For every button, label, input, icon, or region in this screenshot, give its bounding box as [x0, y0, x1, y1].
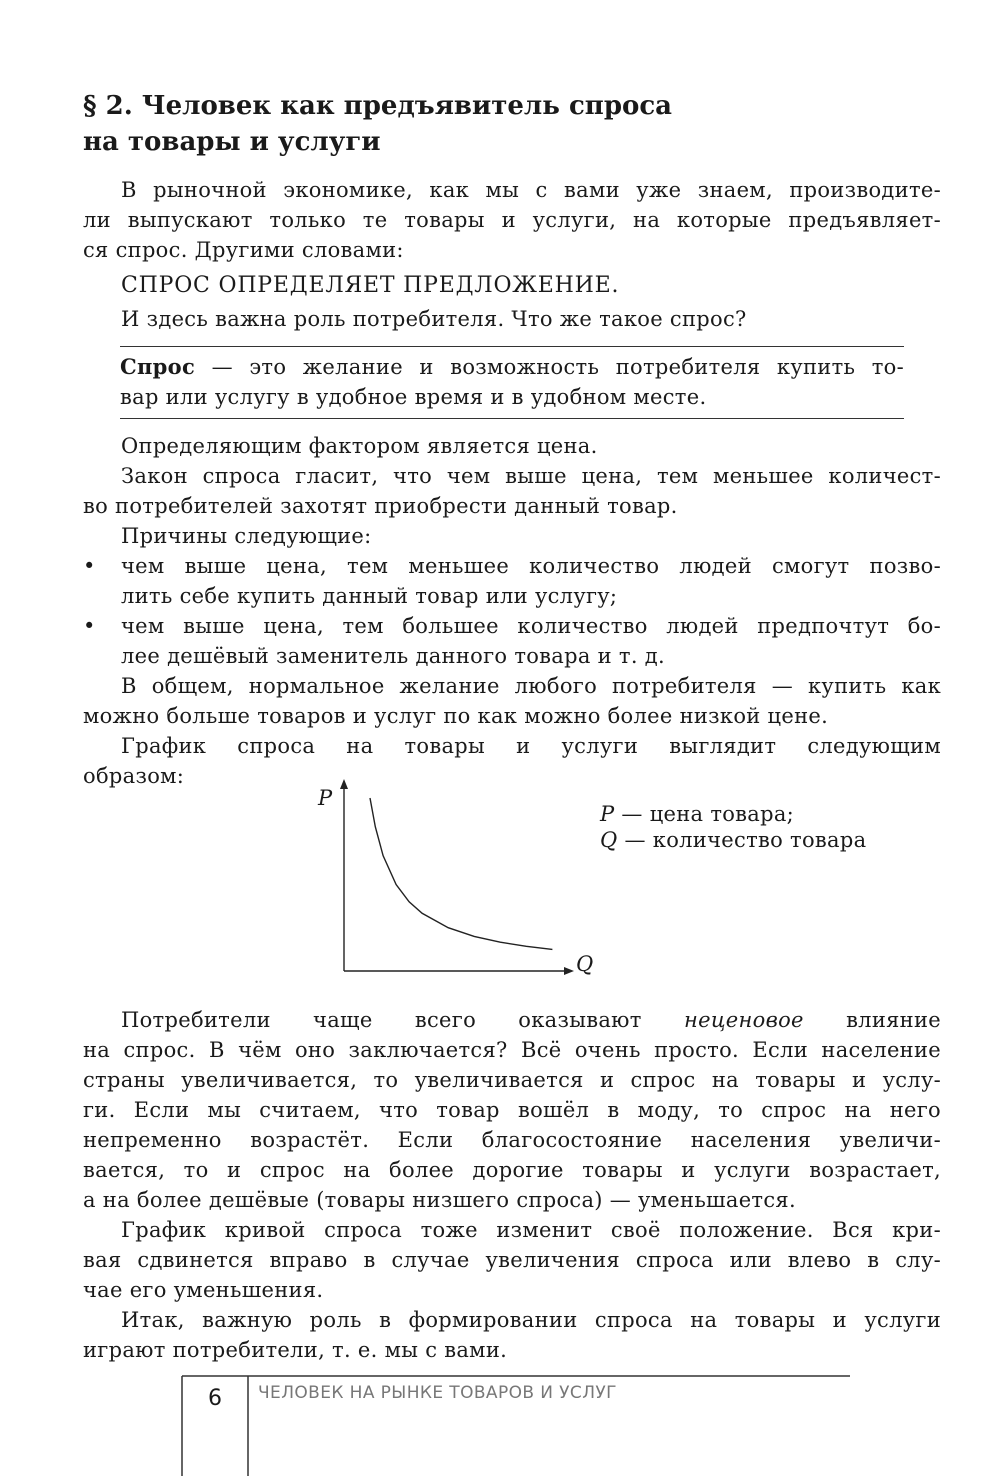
nonprice-line-1 — [83, 1005, 941, 1035]
question-line: И здесь важна роль потребителя. Что же такое спрос? — [121, 307, 747, 331]
bullet-2-line-1: чем выше цена, тем большее количество людей предпочтут бо- — [121, 614, 941, 638]
factor-line: Определяющим фактором является цена. — [121, 434, 598, 458]
intro-paragraph — [83, 175, 941, 265]
heading-line-1: § 2. Человек как предъявитель спроса — [83, 91, 673, 121]
legend-entry-q — [600, 827, 866, 853]
running-section-title: ЧЕЛОВЕК НА РЫНКЕ ТОВАРОВ И УСЛУГ — [258, 1383, 617, 1403]
bullet-1-line-1: чем выше цена, тем меньшее количество людей смогут позво- — [121, 554, 941, 578]
definition-bottom-rule — [120, 418, 904, 419]
graph-intro-line-1: График спроса на товары и услуги выглядит следующим — [121, 734, 941, 758]
legend-symbol-q: Q — [600, 828, 618, 852]
shift-line-3: чае его уменьшения. — [83, 1278, 324, 1302]
definition-box — [120, 352, 904, 412]
intro-line-2: ли выпускают только те товары и услуги, на которые предъявляет- — [83, 208, 941, 232]
section-heading — [83, 88, 943, 160]
nonprice-line-3: страны увеличивается, то увеличивается и спрос на товары и услу- — [83, 1068, 941, 1092]
nonprice-line-1-end: влияние — [846, 1008, 941, 1032]
x-axis-label: Q — [576, 952, 594, 976]
body-section-2 — [83, 1005, 941, 1365]
nonprice-line-6: вается, то и спрос на более дорогие товары и услуги возрастает, — [83, 1158, 941, 1182]
definition-top-rule — [120, 346, 904, 347]
y-axis-label: P — [318, 786, 333, 810]
reasons-line: Причины следующие: — [121, 524, 372, 548]
bullet-item — [83, 611, 941, 671]
question-block — [121, 304, 941, 334]
caps-statement-block — [121, 271, 941, 301]
nonprice-italic-term: неценовое — [683, 1008, 804, 1032]
demand-chart — [310, 775, 610, 985]
bullet-dot-icon: • — [83, 554, 96, 578]
law-line-1: Закон спроса гласит, что чем выше цена, тем меньшее количест- — [121, 464, 941, 488]
law-line-2: во потребителей захотят приобрести данный товар. — [83, 494, 678, 518]
nonprice-line-4: ги. Если мы считаем, что товар вошёл в моду, то спрос на него — [83, 1098, 941, 1122]
legend-symbol-p: P — [600, 802, 615, 826]
bullet-2-line-2: лее дешёвый заменитель данного товара и т. д. — [121, 644, 666, 668]
intro-line-3: ся спрос. Другими словами: — [83, 238, 404, 262]
definition-line-1-rest: — это желание и возможность потребителя купить то- — [195, 355, 904, 379]
nonprice-line-1-start: Потребители чаще всего оказывают — [121, 1008, 642, 1032]
nonprice-line-2: на спрос. В чём оно заключается? Всё очень просто. Если население — [83, 1038, 941, 1062]
nonprice-line-7: а на более дешёвые (товары низшего спроса) — уменьшается. — [83, 1188, 796, 1212]
caps-statement: СПРОС ОПРЕДЕЛЯЕТ ПРЕДЛОЖЕНИЕ. — [121, 273, 620, 298]
legend-text-q: — количество товара — [624, 828, 867, 852]
page-number: 6 — [208, 1386, 222, 1411]
legend-text-p: — цена товара; — [621, 802, 795, 826]
definition-line-1 — [120, 352, 904, 382]
bullet-item — [83, 551, 941, 611]
general-line-1: В общем, нормальное желание любого потребителя — купить как — [121, 674, 941, 698]
x-axis-arrow-icon — [564, 967, 574, 975]
definition-line-2: вар или услугу в удобное время и в удобном месте. — [120, 385, 707, 409]
demand-curve — [370, 798, 552, 949]
heading-line-2: на товары и услуги — [83, 127, 381, 157]
body-section-1 — [83, 431, 941, 791]
legend-entry-p — [600, 801, 866, 827]
chart-legend — [600, 801, 866, 853]
general-line-2: можно больше товаров и услуг по как можно более низкой цене. — [83, 704, 829, 728]
graph-intro-line-2: образом: — [83, 764, 185, 788]
shift-line-1: График кривой спроса тоже изменит своё положение. Вся кри- — [121, 1218, 941, 1242]
nonprice-line-5: непременно возрастёт. Если благосостояние населения увеличи- — [83, 1128, 941, 1152]
conclusion-line-1: Итак, важную роль в формировании спроса на товары и услуги — [121, 1308, 941, 1332]
shift-line-2: вая сдвинется вправо в случае увеличения спроса или влево в слу- — [83, 1248, 941, 1272]
y-axis-arrow-icon — [340, 779, 348, 789]
bullet-1-line-2: лить себе купить данный товар или услугу; — [121, 584, 618, 608]
intro-line-1: В рыночной экономике, как мы с вами уже знаем, производите- — [121, 178, 941, 202]
definition-term: Спрос — [120, 354, 196, 379]
bullet-dot-icon: • — [83, 614, 96, 638]
conclusion-line-2: играют потребители, т. е. мы с вами. — [83, 1338, 508, 1362]
